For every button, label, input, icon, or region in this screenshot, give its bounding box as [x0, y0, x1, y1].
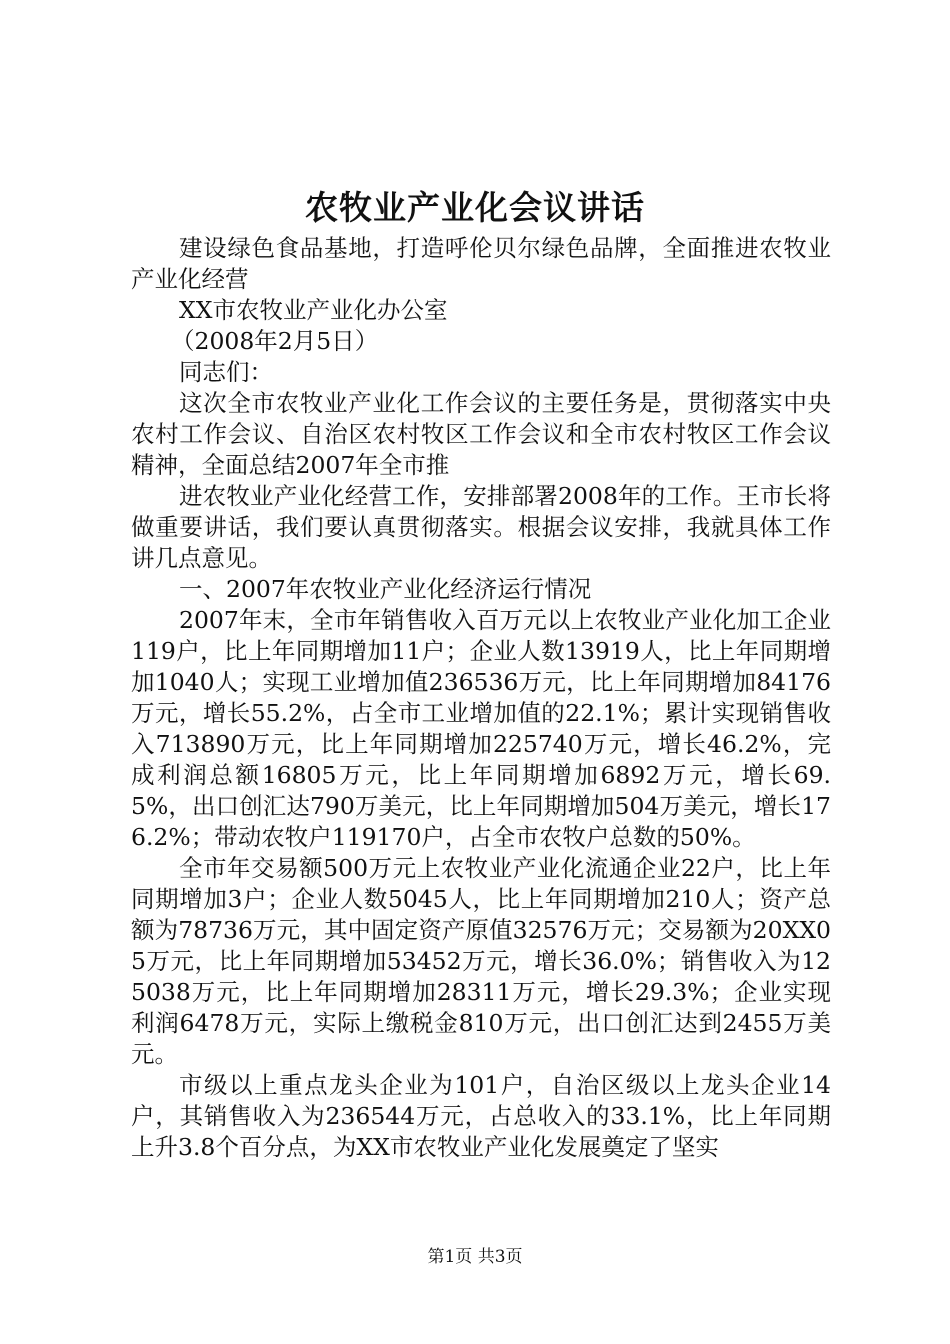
- paragraph-issuer: XX市农牧业产业化办公室: [179, 296, 448, 324]
- paragraph-leading-enterprises: 市级以上重点龙头企业为101户，自治区级以上龙头企业14户，其销售收入为236544万元，占总收入的33.1%，比上年同期上升3.8个百分点，为XX市农牧业产业化发展奠定了坚实: [131, 1071, 831, 1161]
- paragraph-salutation: 同志们：: [179, 358, 273, 386]
- page-footer: 第1页 共3页: [427, 1247, 523, 1267]
- paragraph-date: （2008年2月5日）: [171, 327, 379, 355]
- paragraph-section-heading: 一、2007年农牧业产业化经济运行情况: [179, 575, 592, 603]
- paragraph-circulation-enterprises: 全市年交易额500万元上农牧业产业化流通企业22户，比上年同期增加3户；企业人数5045人，比上年同期增加210人；资产总额为78736万元，其中固定资产原值32576万元；交易额为20XX05万元，比上年同期增加53452万元，增长36.0%；销售收入为125038万元，比上年同期增加28311万元，增长29.3%；企业实现利润6478万元，实际上缴税金810万元，出口创汇达到2455万美元。: [131, 854, 831, 1068]
- document-title: 农牧业产业化会议讲话: [305, 188, 645, 227]
- paragraph-intro-1: 这次全市农牧业产业化工作会议的主要任务是，贯彻落实中央农村工作会议、自治区农村牧区工作会议和全市农村牧区工作会议精神，全面总结2007年全市推: [131, 389, 831, 479]
- paragraph-processing-enterprises: 2007年末，全市年销售收入百万元以上农牧业产业化加工企业119户，比上年同期增加11户；企业人数13919人，比上年同期增加1040人；实现工业增加值236536万元，比上年同期增加84176万元，增长55.2%，占全市工业增加值的22.1%；累计实现销售收入713890万元，比上年同期增加225740万元，增长46.2%，完成利润总额16805万元，比上年同期增加6892万元，增长69.5%，出口创汇达790万美元，比上年同期增加504万美元，增长176.2%；带动农牧户119170户，占全市农牧户总数的50%。: [131, 606, 831, 851]
- document-body: [131, 233, 831, 1163]
- paragraph-subtitle: 建设绿色食品基地，打造呼伦贝尔绿色品牌，全面推进农牧业产业化经营: [131, 234, 831, 293]
- paragraph-intro-2: 进农牧业产业化经营工作，安排部署2008年的工作。王市长将做重要讲话，我们要认真贯彻落实。根据会议安排，我就具体工作讲几点意见。: [131, 482, 831, 572]
